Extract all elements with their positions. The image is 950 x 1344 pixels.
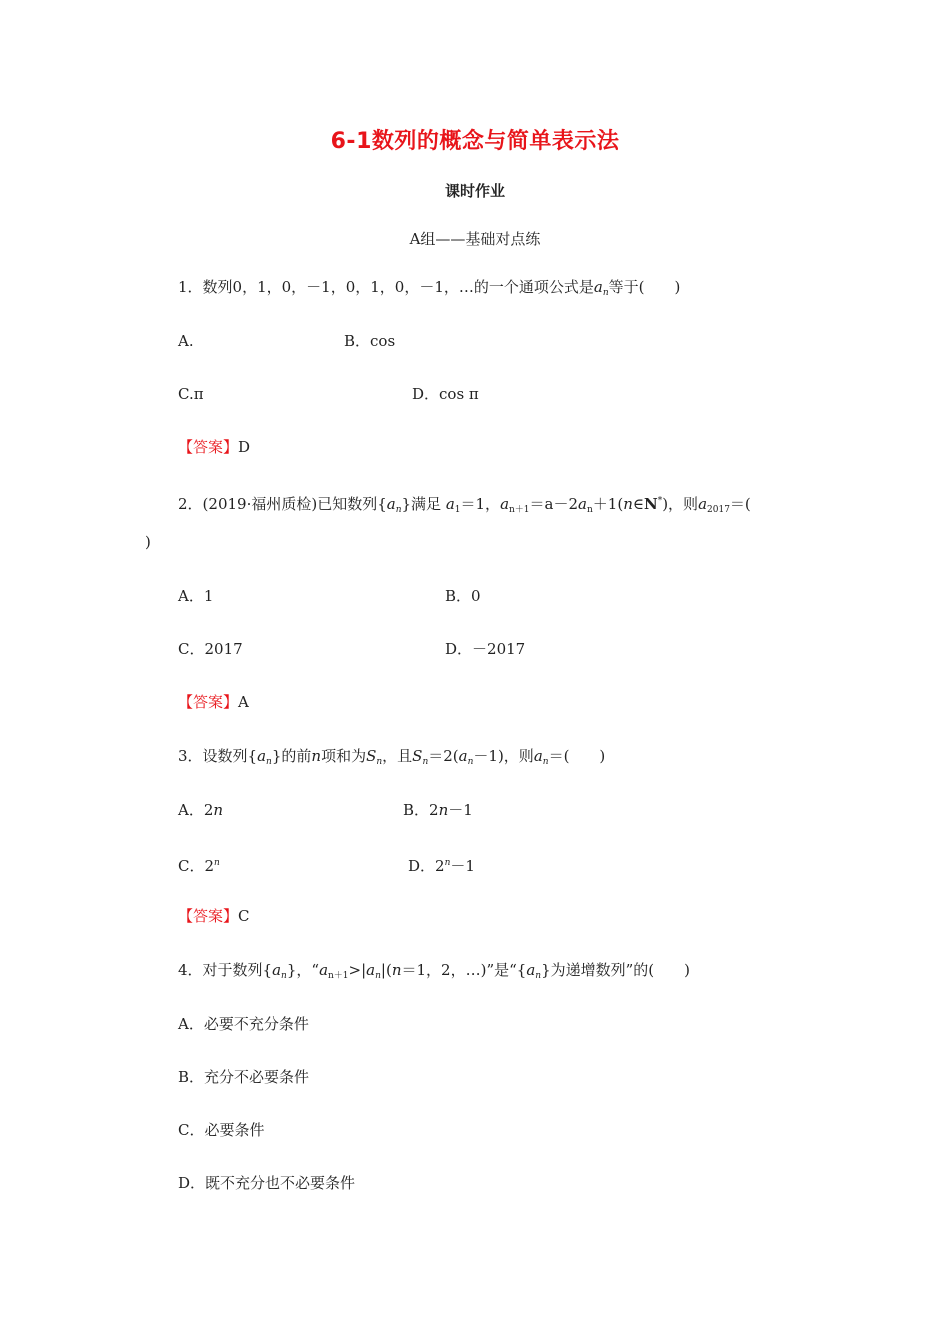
q2-option-c[interactable]: C．2017 (178, 640, 243, 658)
q2-option-a[interactable]: A．1 (178, 587, 214, 605)
question-4: 4．对于数列$\{a_n\}$，“$a_{n+1}>|a_n|(n=1$，2，…)”是“$\{a_n\}$为递增数列”的( ) (178, 961, 690, 981)
question-1: 1．数列0，1，0，－1，0，1，0，－1，…的一个通项公式是$a_n$等于( ) (178, 278, 681, 298)
answer-tag: 【答案】 (178, 438, 239, 456)
q3-option-c[interactable]: C．2$^n$ (178, 857, 220, 875)
q1-option-a[interactable]: A. (178, 332, 194, 350)
q1-option-d[interactable]: D．cos π (412, 385, 479, 403)
q2-answer: 【答案】A (178, 693, 249, 711)
q3-answer: 【答案】C (178, 907, 250, 925)
q1-option-b[interactable]: B．cos (344, 332, 396, 350)
q4-option-d[interactable]: D．既不充分也不必要条件 (178, 1174, 356, 1192)
q3-option-a[interactable]: A．2n (178, 801, 224, 819)
page-title: 6-1数列的概念与简单表示法 (330, 129, 620, 154)
answer-tag: 【答案】 (178, 907, 239, 925)
q4-option-b[interactable]: B．充分不必要条件 (178, 1068, 310, 1086)
q4-option-c[interactable]: C．必要条件 (178, 1121, 265, 1139)
q1-option-c[interactable]: C.π (178, 385, 204, 403)
question-2: 2．(2019·福州质检)已知数列$\{a_n\}$满足 $a_1=1$，$a_{n+1}=a-2a_n+1(n\in N^*)$，则$a_{2017}=$( (178, 495, 751, 515)
q2-option-b[interactable]: B．0 (445, 587, 481, 605)
q4-option-a[interactable]: A．必要不充分条件 (178, 1015, 309, 1033)
q3-option-b[interactable]: B．2n－1 (403, 801, 473, 819)
q1-answer: 【答案】D (178, 438, 251, 456)
page-subtitle: 课时作业 (444, 182, 505, 200)
answer-tag: 【答案】 (178, 693, 239, 711)
section-heading: A组——基础对点练 (409, 230, 541, 248)
question-2-continuation: ) (145, 533, 151, 551)
question-3: 3．设数列$\{a_n\}$的前n项和为$S_n$，且$S_n=2(a_n-1)$，则$a_n=$( ) (178, 747, 606, 767)
q3-option-d[interactable]: D．$2^n-1$ (408, 857, 475, 875)
q2-option-d[interactable]: D．－2017 (445, 640, 526, 658)
